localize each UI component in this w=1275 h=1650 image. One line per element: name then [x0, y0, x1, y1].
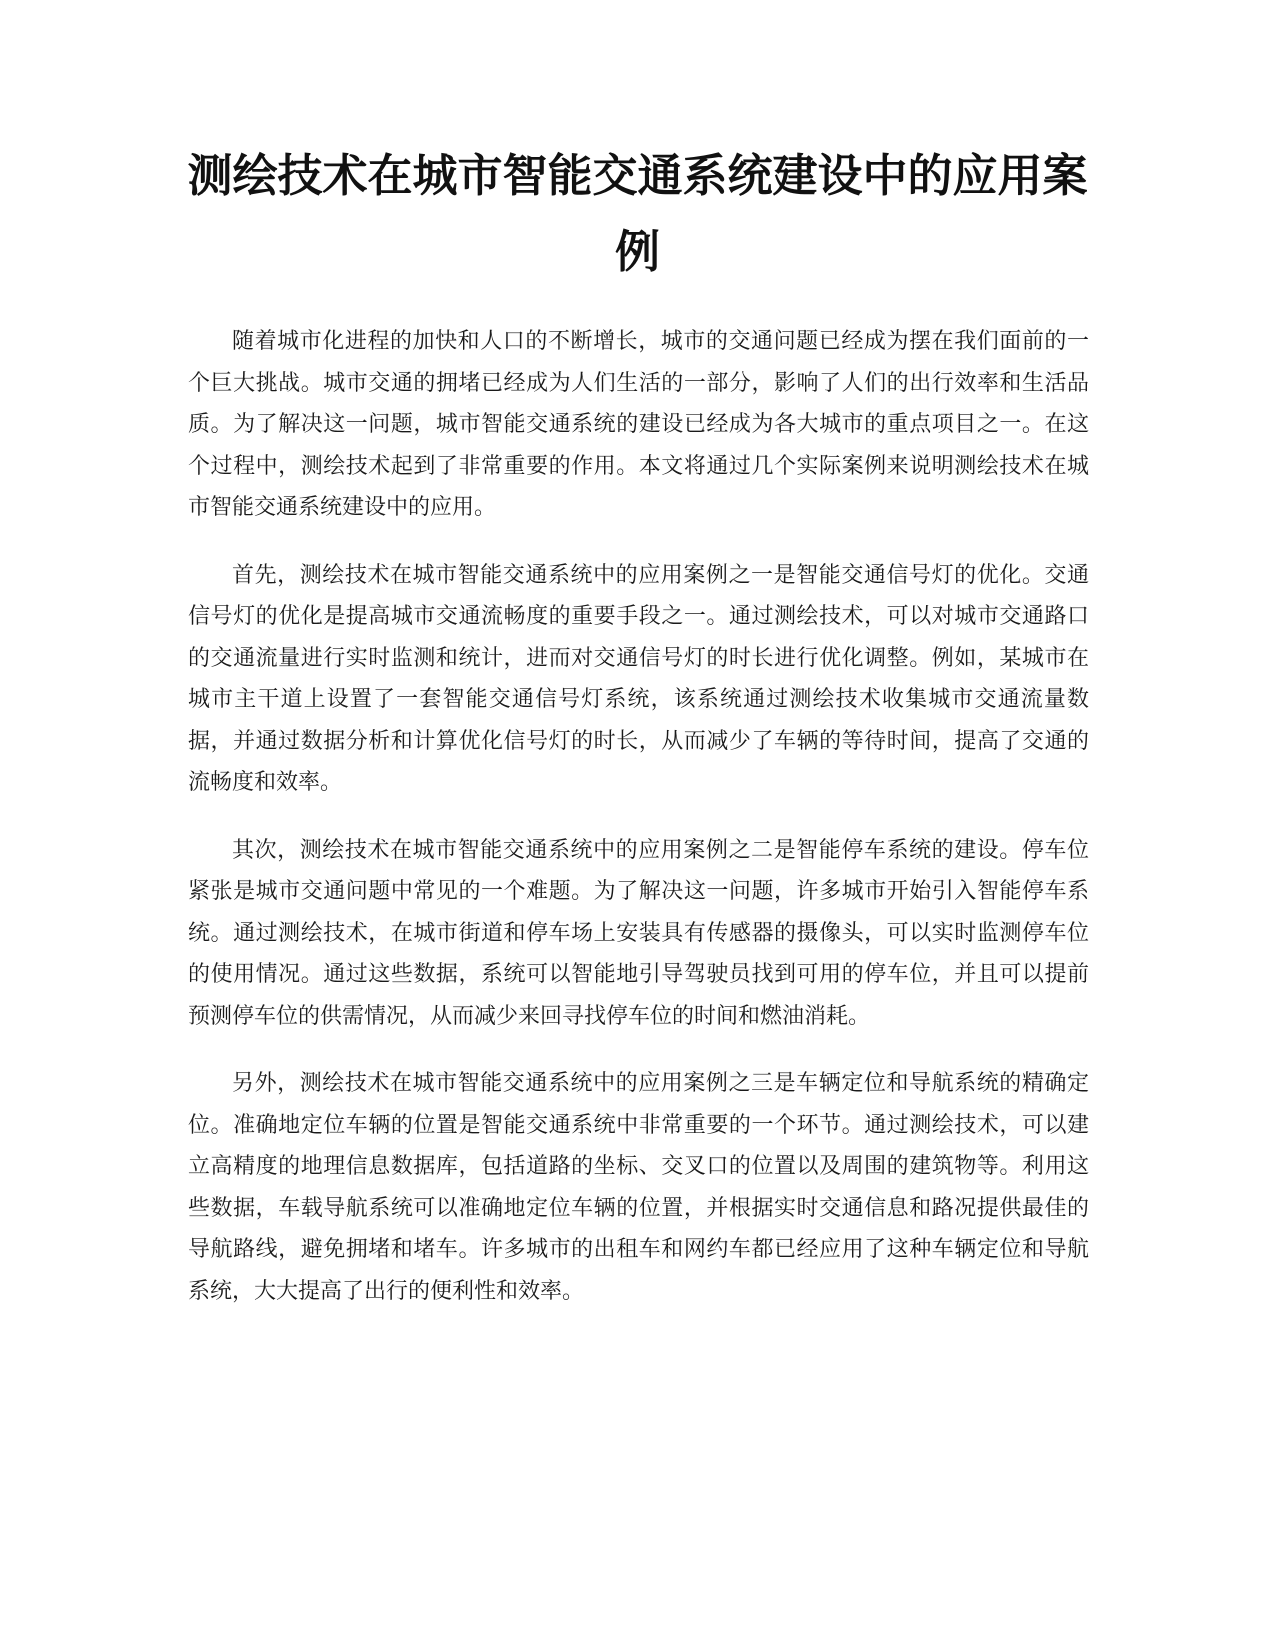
paragraph-traffic-signal: 首先，测绘技术在城市智能交通系统中的应用案例之一是智能交通信号灯的优化。交通信号灯的优化是提高城市交通流畅度的重要手段之一。通过测绘技术，可以对城市交通路口的交通流量进行实时监测和统计，进而对交通信号灯的时长进行优化调整。例如，某城市在城市主干道上设置了一套智能交通信号灯系统，该系统通过测绘技术收集城市交通流量数据，并通过数据分析和计算优化信号灯的时长，从而减少了车辆的等待时间，提高了交通的流畅度和效率。	[188, 562, 1089, 795]
document-body	[188, 321, 1089, 1338]
paragraph-intro: 随着城市化进程的加快和人口的不断增长，城市的交通问题已经成为摆在我们面前的一个巨大挑战。城市交通的拥堵已经成为人们生活的一部分，影响了人们的出行效率和生活品质。为了解决这一问题，城市智能交通系统的建设已经成为各大城市的重点项目之一。在这个过程中，测绘技术起到了非常重要的作用。本文将通过几个实际案例来说明测绘技术在城市智能交通系统建设中的应用。	[188, 329, 1089, 520]
paragraph-smart-parking: 其次，测绘技术在城市智能交通系统中的应用案例之二是智能停车系统的建设。停车位紧张是城市交通问题中常见的一个难题。为了解决这一问题，许多城市开始引入智能停车系统。通过测绘技术，在城市街道和停车场上安装具有传感器的摄像头，可以实时监测停车位的使用情况。通过这些数据，系统可以智能地引导驾驶员找到可用的停车位，并且可以提前预测停车位的供需情况，从而减少来回寻找停车位的时间和燃油消耗。	[188, 837, 1089, 1029]
document-title: 测绘技术在城市智能交通系统建设中的应用案例	[187, 149, 1088, 278]
paragraph-vehicle-navigation: 另外，测绘技术在城市智能交通系统中的应用案例之三是车辆定位和导航系统的精确定位。准确地定位车辆的位置是智能交通系统中非常重要的一个环节。通过测绘技术，可以建立高精度的地理信息数据库，包括道路的坐标、交叉口的位置以及周围的建筑物等。利用这些数据，车载导航系统可以准确地定位车辆的位置，并根据实时交通信息和路况提供最佳的导航路线，避免拥堵和堵车。许多城市的出租车和网约车都已经应用了这种车辆定位和导航系统，大大提高了出行的便利性和效率。	[188, 1071, 1089, 1304]
